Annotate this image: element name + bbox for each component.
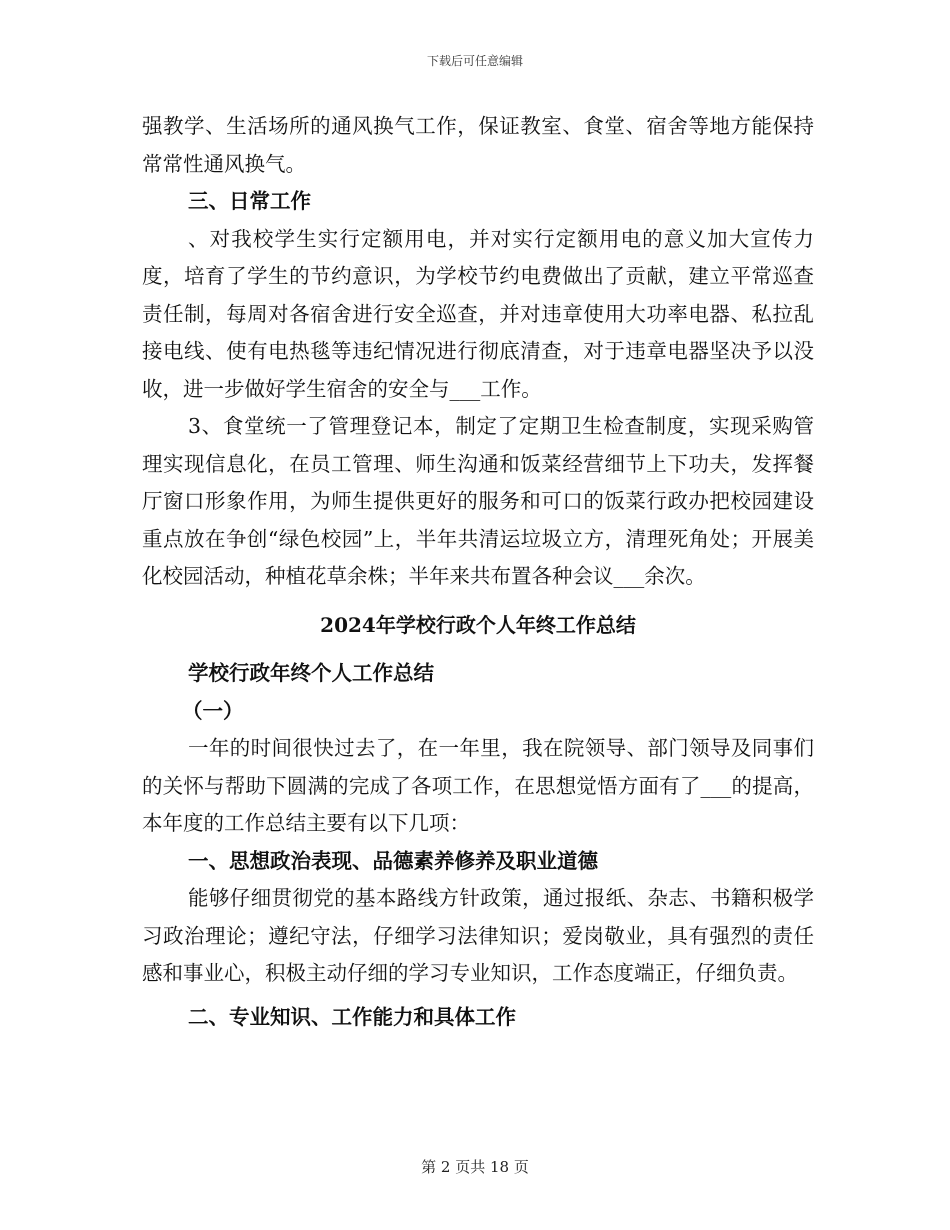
heading-daily-work: 三、日常工作 [188, 189, 311, 213]
paragraph-intro: 一年的时间很快过去了，在一年里，我在院领导、部门领导及同事们的关怀与帮助下圆满的完成了各项工作，在思想觉悟方面有了___的提高，本年度的工作总结主要有以下几项： [142, 736, 814, 835]
document-body [142, 108, 814, 1036]
page-footer: 第 2 页共 18 页 [421, 1158, 529, 1176]
paragraph-canteen: 3、食堂统一了管理登记本，制定了定期卫生检查制度，实现采购管理实现信息化，在员工管理、师生沟通和饭菜经营细节上下功夫，发挥餐厅窗口形象作用，为师生提供更好的服务和可口的饭菜行政办把校园建设重点放在争创“绿色校园”上，半年共清运垃圾立方，清理死角处；开展美化校园活动，种植花草余株；半年来共布置各种会议___余次。 [142, 414, 814, 588]
document-title: 2024年学校行政个人年终工作总结 [320, 612, 636, 637]
heading-political: 一、思想政治表现、品德素养修养及职业道德 [188, 848, 598, 873]
page-header: 下载后可任意编辑 [426, 54, 523, 68]
paragraph-electricity: 、对我校学生实行定额用电，并对实行定额用电的意义加大宣传力度，培育了学生的节约意识，为学校节约电费做出了贡献，建立平常巡查责任制，每周对各宿舍进行安全巡查，并对违章使用大功率电器、私拉乱接电线、使有电热毯等违纪情况进行彻底清查，对于违章电器坚决予以没收，进一步做好学生宿舍的安全与___工作。 [142, 226, 814, 401]
paragraph-political: 能够仔细贯彻党的基本路线方针政策，通过报纸、杂志、书籍积极学习政治理论；遵纪守法，仔细学习法律知识；爱岗敬业，具有强烈的责任感和事业心，积极主动仔细的学习专业知识，工作态度端正，仔细负责。 [142, 886, 814, 985]
paragraph-ventilation: 强教学、生活场所的通风换气工作，保证教室、食堂、宿舍等地方能保持常常性通风换气。 [142, 114, 814, 176]
heading-part-one: （一） [182, 698, 244, 723]
heading-professional: 二、专业知识、工作能力和具体工作 [188, 1004, 516, 1029]
heading-summary: 学校行政年终个人工作总结 [188, 661, 434, 685]
